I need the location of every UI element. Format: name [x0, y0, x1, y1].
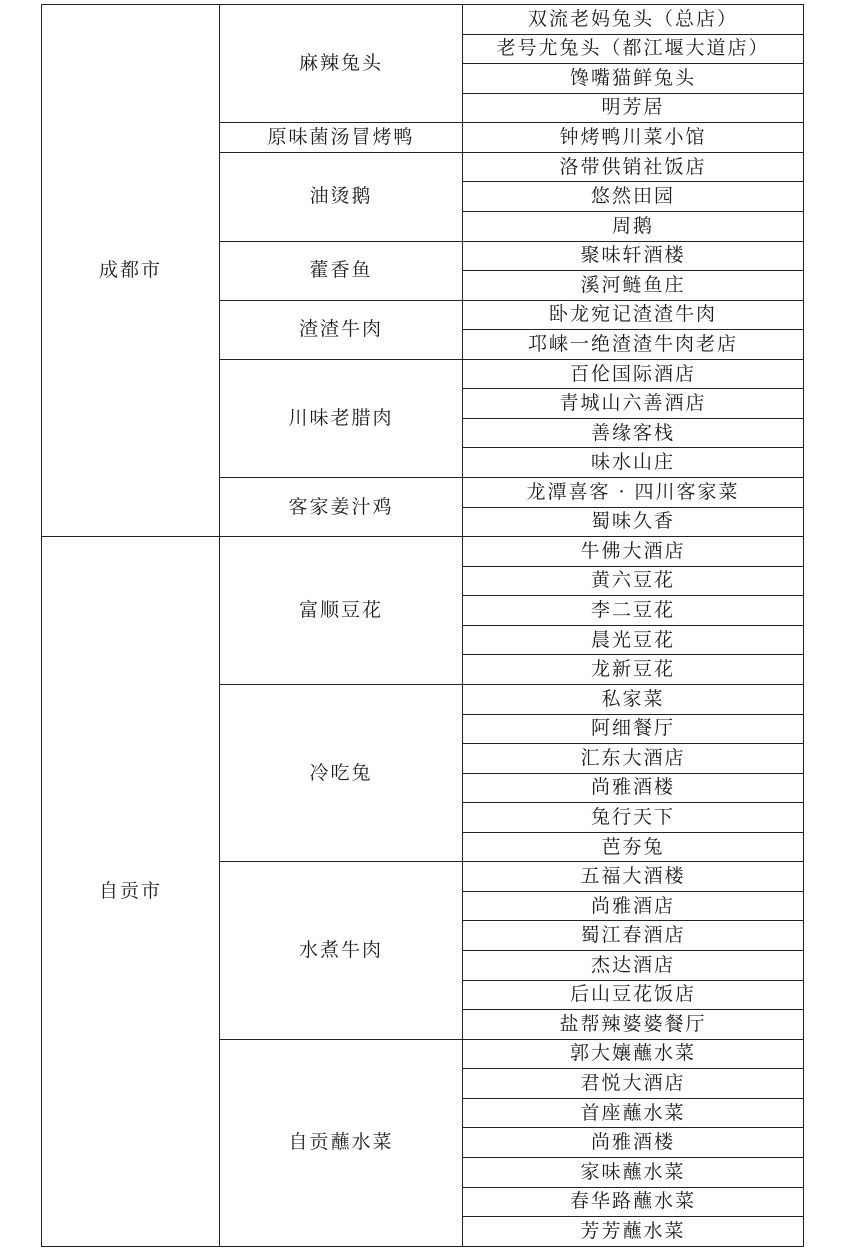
restaurant-cell: 洛带供销社饭店: [463, 152, 804, 182]
table-body: [42, 5, 804, 1247]
dish-cell: 客家姜汁鸡: [220, 478, 463, 537]
restaurant-cell: 芭夯兔: [463, 832, 804, 862]
restaurant-cell: 龙潭喜客 · 四川客家菜: [463, 478, 804, 508]
city-cell: 成都市: [42, 5, 220, 537]
restaurant-cell: 家味蘸水菜: [463, 1157, 804, 1187]
restaurant-cell: 百伦国际酒店: [463, 359, 804, 389]
restaurant-table: [41, 4, 804, 1247]
dish-cell: 渣渣牛肉: [220, 300, 463, 359]
restaurant-cell: 双流老妈兔头（总店）: [463, 5, 804, 35]
restaurant-cell: 尚雅酒楼: [463, 773, 804, 803]
table-row: [42, 537, 804, 567]
restaurant-cell: 郭大孃蘸水菜: [463, 1039, 804, 1069]
restaurant-cell: 悠然田园: [463, 182, 804, 212]
restaurant-cell: 龙新豆花: [463, 655, 804, 685]
restaurant-cell: 黄六豆花: [463, 566, 804, 596]
dish-cell: 水煮牛肉: [220, 862, 463, 1039]
restaurant-cell: 兔行天下: [463, 803, 804, 833]
city-cell: 自贡市: [42, 537, 220, 1247]
dish-cell: 原味菌汤冒烤鸭: [220, 123, 463, 153]
restaurant-cell: 溪河鲢鱼庄: [463, 271, 804, 301]
restaurant-cell: 老号尤兔头（都江堰大道店）: [463, 34, 804, 64]
dish-cell: 油烫鹅: [220, 152, 463, 241]
restaurant-cell: 芳芳蘸水菜: [463, 1217, 804, 1247]
restaurant-cell: 味水山庄: [463, 448, 804, 478]
restaurant-cell: 阿细餐厅: [463, 714, 804, 744]
restaurant-cell: 春华路蘸水菜: [463, 1187, 804, 1217]
restaurant-cell: 尚雅酒店: [463, 891, 804, 921]
restaurant-cell: 尚雅酒楼: [463, 1128, 804, 1158]
dish-cell: 富顺豆花: [220, 537, 463, 685]
restaurant-cell: 后山豆花饭店: [463, 980, 804, 1010]
restaurant-cell: 青城山六善酒店: [463, 389, 804, 419]
restaurant-cell: 周鹅: [463, 211, 804, 241]
restaurant-cell: 蜀味久香: [463, 507, 804, 537]
restaurant-cell: 晨光豆花: [463, 625, 804, 655]
restaurant-cell: 聚味轩酒楼: [463, 241, 804, 271]
restaurant-cell: 卧龙宛记渣渣牛肉: [463, 300, 804, 330]
dish-cell: 自贡蘸水菜: [220, 1039, 463, 1246]
restaurant-cell: 五福大酒楼: [463, 862, 804, 892]
restaurant-cell: 蜀江春酒店: [463, 921, 804, 951]
restaurant-cell: 汇东大酒店: [463, 744, 804, 774]
restaurant-cell: 馋嘴猫鲜兔头: [463, 64, 804, 94]
restaurant-cell: 杰达酒店: [463, 951, 804, 981]
dish-cell: 川味老腊肉: [220, 359, 463, 477]
restaurant-cell: 明芳居: [463, 93, 804, 123]
restaurant-cell: 李二豆花: [463, 596, 804, 626]
restaurant-cell: 邛崃一绝渣渣牛肉老店: [463, 330, 804, 360]
table-row: [42, 5, 804, 35]
dish-cell: 冷吃兔: [220, 684, 463, 861]
restaurant-cell: 私家菜: [463, 684, 804, 714]
restaurant-cell: 首座蘸水菜: [463, 1098, 804, 1128]
restaurant-cell: 盐帮辣婆婆餐厅: [463, 1010, 804, 1040]
restaurant-cell: 钟烤鸭川菜小馆: [463, 123, 804, 153]
restaurant-cell: 善缘客栈: [463, 418, 804, 448]
dish-cell: 藿香鱼: [220, 241, 463, 300]
dish-cell: 麻辣兔头: [220, 5, 463, 123]
restaurant-cell: 君悦大酒店: [463, 1069, 804, 1099]
restaurant-cell: 牛佛大酒店: [463, 537, 804, 567]
